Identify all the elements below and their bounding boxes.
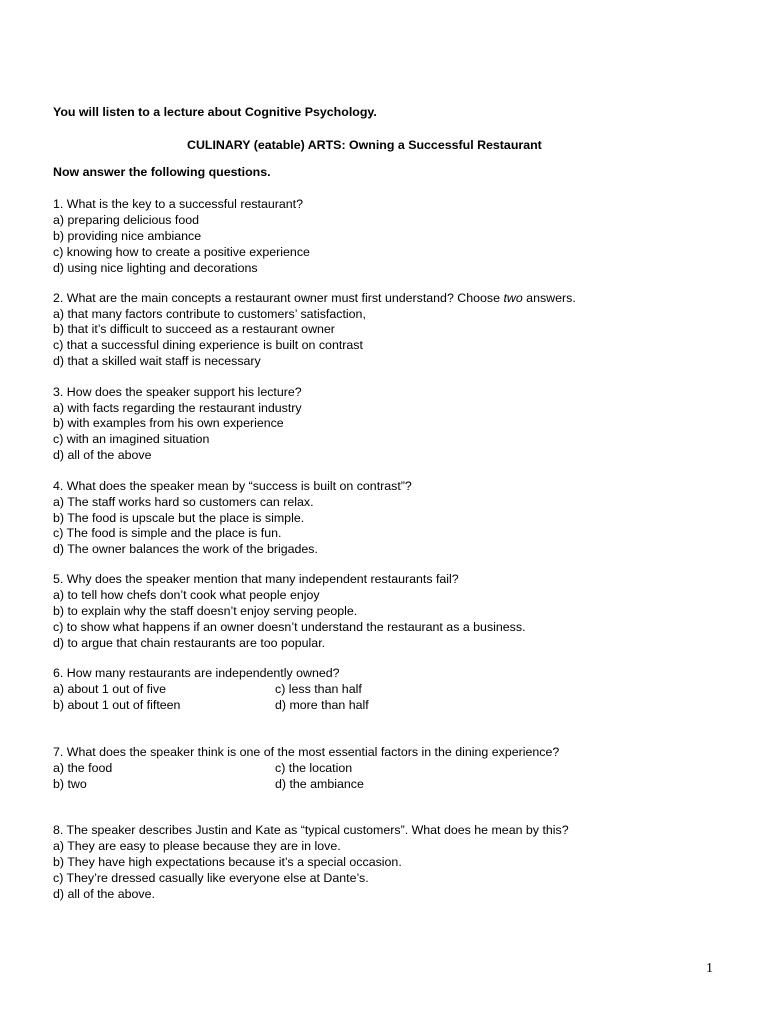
page-number: 1 [706,961,713,976]
instruction-text: Now answer the following questions. [53,165,271,179]
question-2-option-d: d) that a skilled wait staff is necessary [53,354,261,368]
question-7-option-d: d) the ambiance [275,777,364,791]
question-5-option-b: b) to explain why the staff doesn’t enjoy serving people. [53,604,358,618]
question-2-emphasis: two [503,291,523,305]
question-8: 8. The speaker describes Justin and Kate as “typical customers”. What does he mean by this? [53,823,569,837]
question-4-option-d: d) The owner balances the work of the brigades. [53,542,318,556]
question-4-option-b: b) The food is upscale but the place is simple. [53,511,305,525]
question-7-option-b: b) two [53,777,87,791]
question-8-option-c: c) They’re dressed casually like everyone else at Dante’s. [53,871,369,885]
question-2-option-b: b) that it’s difficult to succeed as a restaurant owner [53,322,335,336]
question-6-option-c: c) less than half [275,682,362,696]
question-5-option-a: a) to tell how chefs don’t cook what people enjoy [53,588,320,602]
question-1-option-d: d) using nice lighting and decorations [53,261,258,275]
question-5-option-d: d) to argue that chain restaurants are too popular. [53,636,326,650]
question-1-option-b: b) providing nice ambiance [53,229,202,243]
question-4: 4. What does the speaker mean by “success is built on contrast”? [53,479,412,493]
question-8-option-d: d) all of the above. [53,887,155,901]
question-2-text-end: answers. [522,291,576,305]
question-7-option-c: c) the location [275,761,353,775]
question-6-option-d: d) more than half [275,698,369,712]
question-5-option-c: c) to show what happens if an owner doesn’t understand the restaurant as a business. [53,620,526,634]
question-1-option-a: a) preparing delicious food [53,213,200,227]
question-3-option-d: d) all of the above [53,448,152,462]
question-3: 3. How does the speaker support his lecture? [53,385,302,399]
question-1-option-c: c) knowing how to create a positive experience [53,245,310,259]
question-2-text-start: 2. What are the main concepts a restaurant owner must first understand? Choose [53,291,504,305]
question-6-option-a: a) about 1 out of five [53,682,166,696]
question-2 [53,290,576,306]
question-4-option-c: c) The food is simple and the place is fun. [53,526,282,540]
question-6-option-b: b) about 1 out of fifteen [53,698,181,712]
question-4-option-a: a) The staff works hard so customers can relax. [53,495,314,509]
intro-text: You will listen to a lecture about Cognitive Psychology. [53,105,377,119]
question-6: 6. How many restaurants are independently owned? [53,666,340,680]
question-2-option-a: a) that many factors contribute to customers’ satisfaction, [53,307,366,321]
question-5: 5. Why does the speaker mention that many independent restaurants fail? [53,572,459,586]
question-2-option-c: c) that a successful dining experience is built on contrast [53,338,363,352]
question-8-option-b: b) They have high expectations because it’s a special occasion. [53,855,402,869]
question-3-option-c: c) with an imagined situation [53,432,210,446]
question-3-option-b: b) with examples from his own experience [53,416,284,430]
question-8-option-a: a) They are easy to please because they are in love. [53,839,341,853]
question-7: 7. What does the speaker think is one of the most essential factors in the dining experience? [53,745,560,759]
question-3-option-a: a) with facts regarding the restaurant industry [53,401,302,415]
question-7-option-a: a) the food [53,761,113,775]
document-title: CULINARY (eatable) ARTS: Owning a Successful Restaurant [187,138,542,152]
question-1: 1. What is the key to a successful restaurant? [53,197,303,211]
